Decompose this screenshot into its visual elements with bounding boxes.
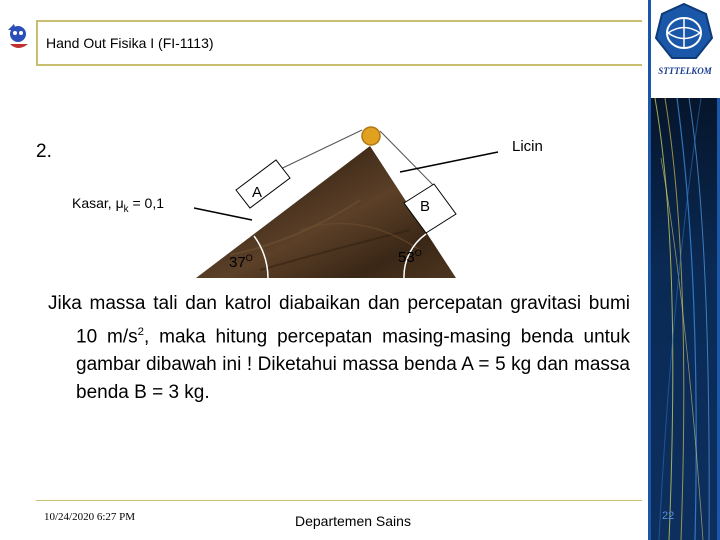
problem-text bbox=[48, 290, 630, 407]
page-number: 22 bbox=[662, 510, 675, 522]
statement-superscript: 2 bbox=[137, 326, 144, 338]
degree-mark-left: O bbox=[245, 253, 253, 263]
problem-number: 2. bbox=[36, 141, 52, 162]
problem-statement bbox=[48, 290, 630, 407]
angle-right-label bbox=[398, 248, 422, 266]
statement-part1: Jika massa tali dan katrol diabaikan dan percepatan gravitasi bumi 10 m/s bbox=[48, 293, 630, 348]
block-a-label: A bbox=[252, 184, 263, 201]
block-a bbox=[236, 160, 290, 208]
logo-text: STTTELKOM bbox=[658, 66, 712, 76]
mu-symbol: μ bbox=[115, 195, 124, 211]
licin-pointer bbox=[400, 152, 498, 172]
angle-left-label bbox=[229, 253, 253, 271]
footer-rule bbox=[36, 500, 642, 501]
kasar-value: = 0,1 bbox=[128, 195, 164, 211]
footer-department: Departemen Sains bbox=[295, 513, 411, 529]
angle-left-value: 37 bbox=[229, 254, 246, 271]
degree-mark-right: O bbox=[414, 248, 422, 258]
licin-label: Licin bbox=[512, 138, 543, 155]
pulley bbox=[362, 127, 380, 145]
kasar-prefix: Kasar, bbox=[72, 195, 116, 211]
statement-part2: , maka hitung percepatan masing-masing benda untuk gambar dibawah ini ! Diketahui massa benda A = 5 kg dan massa benda B = 3 kg. bbox=[76, 326, 630, 404]
angle-right-value: 53 bbox=[398, 249, 415, 266]
header-title: Hand Out Fisika I (FI-1113) bbox=[46, 35, 214, 51]
block-b-label: B bbox=[420, 198, 431, 215]
footer-date: 10/24/2020 6:27 PM bbox=[44, 511, 136, 523]
mu-subscript: k bbox=[123, 203, 129, 215]
kasar-pointer bbox=[194, 208, 252, 220]
kasar-label bbox=[72, 195, 164, 215]
